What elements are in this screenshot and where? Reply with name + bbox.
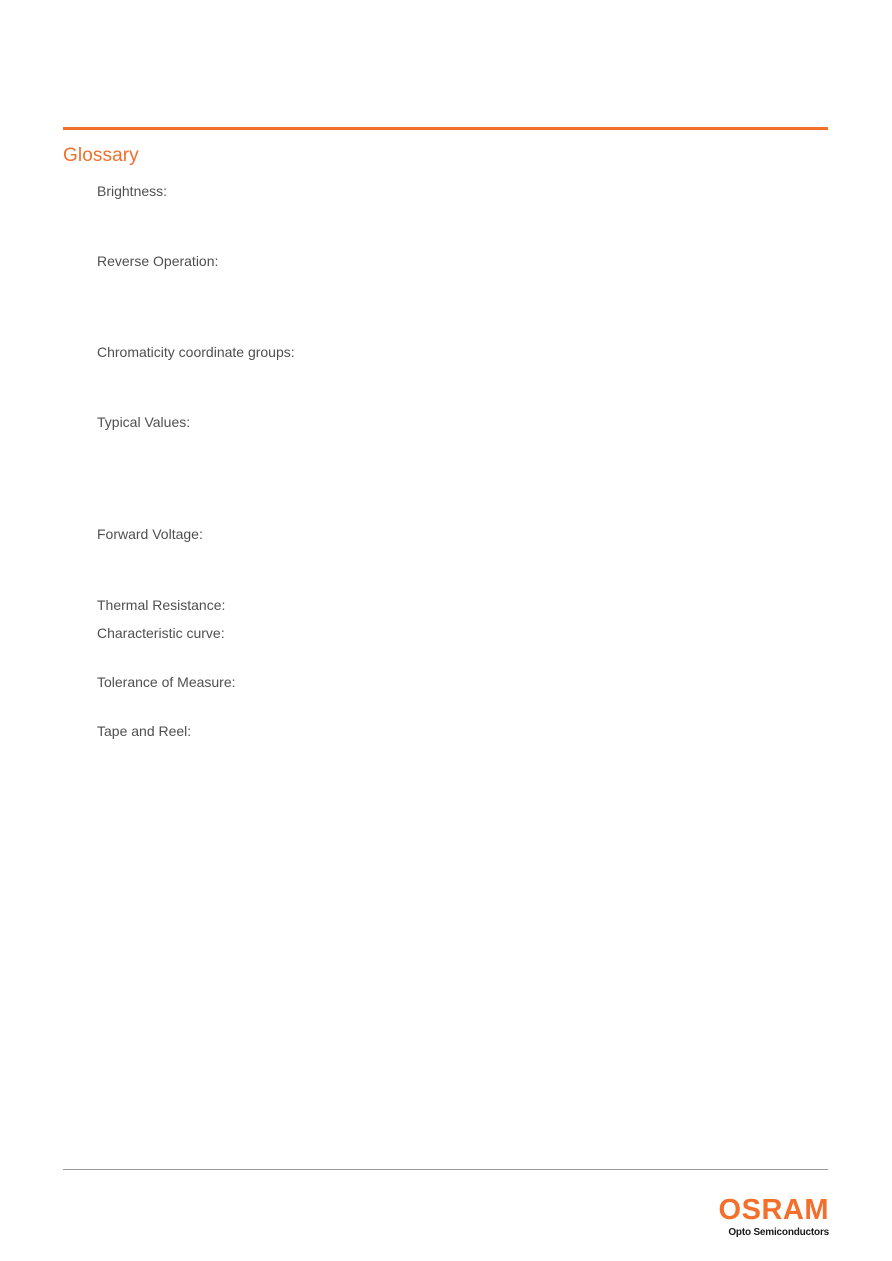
logo-brand: OSRAM xyxy=(718,1194,829,1226)
term-chromaticity-coordinate-groups: Chromaticity coordinate groups: xyxy=(97,344,295,360)
osram-logo xyxy=(719,1196,829,1238)
term-tape-and-reel: Tape and Reel: xyxy=(97,723,192,739)
term-thermal-resistance: Thermal Resistance: xyxy=(97,597,226,613)
term-characteristic-curve: Characteristic curve: xyxy=(97,625,225,641)
term-reverse-operation: Reverse Operation: xyxy=(97,253,219,269)
footer-rule xyxy=(63,1169,828,1170)
term-tolerance-of-measure: Tolerance of Measure: xyxy=(97,674,236,690)
term-typical-values: Typical Values: xyxy=(97,414,191,430)
section-title: Glossary xyxy=(63,145,139,166)
header-rule xyxy=(63,127,828,130)
logo-subtitle: Opto Semiconductors xyxy=(728,1227,829,1238)
term-brightness: Brightness: xyxy=(97,183,168,199)
term-forward-voltage: Forward Voltage: xyxy=(97,526,203,542)
